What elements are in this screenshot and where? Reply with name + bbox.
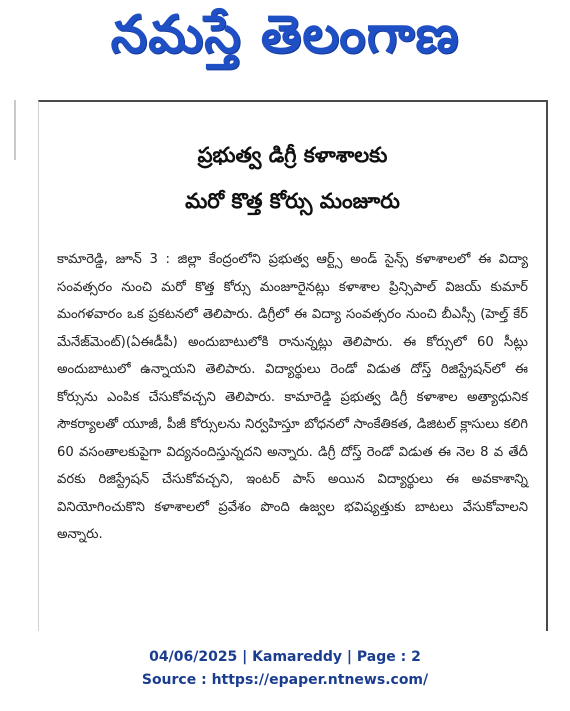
adjacent-article-fragment <box>0 100 16 160</box>
article-headline <box>39 132 546 224</box>
source-link[interactable]: Source : https://epaper.ntnews.com/ <box>141 672 429 688</box>
newspaper-logo: నమస్తే తెలంగాణ <box>110 4 460 65</box>
headline-line-2: మరో కొత్త కోర్సు మంజూరు <box>185 189 400 213</box>
source-footer <box>0 646 570 692</box>
article-body: కామారెడ్డి, జూన్ 3 : జిల్లా కేంద్రంలోని ప్రభుత్వ ఆర్ట్స్ అండ్ సైన్స్ కళాశాలలో ఈ విద్యా సంవత్సరం నుంచి మరో కొత్త కోర్సు మంజూరైనట్లు కళాశాల ప్రిన్సిపాల్ విజయ్ కుమార్ మంగళవారం ఒక ప్రకటనలో తెలిపారు. డిగ్రీలో ఈ విద్యా సంవత్సరం నుంచి బీఎస్సీ (హెల్త్ కేర్ మేనేజ్‌మెంట్)(ఏఈడీపీ) అందుబాటులోకి రానున్నట్లు తెలిపారు. ఈ కోర్సులో 60 సీట్లు అందుబాటులో ఉన్నాయని తెలిపారు. విద్యార్థులు రెండో విడుత దోస్త్ రిజిస్ట్రేషన్‌లో ఈ కోర్సును ఎంపిక చేసుకోవచ్చని తెలిపారు. కామారెడ్డి ప్రభుత్వ డిగ్రీ కళాశాల అత్యాధునిక సౌకర్యాలతో యూజీ, పీజీ కోర్సులను నిర్వహిస్తూ బోధనలో సాంకేతికత, డిజిటల్ క్లాసులు కలిగి 60 వసంతాలకుపైగా విద్యనందిస్తున్నదని అన్నారు. డిగ్రీ దోస్త్ రెండో విడుత ఈ నెల 8 వ తేదీ వరకు రిజిస్ట్రేషన్ చేసుకోవచ్చని, ఇంటర్ పాస్ అయిన విద్యార్థులు ఈ అవకాశాన్ని వినియోగించుకొని కళాశాలలో ప్రవేశం పొంది ఉజ్వల భవిష్యత్తుకు బాటలు వేసుకోవాలని అన్నారు. <box>57 252 528 542</box>
edition-info: 04/06/2025 | Kamareddy | Page : 2 <box>149 649 421 665</box>
masthead <box>0 0 570 82</box>
headline-line-1: ప్రభుత్వ డిగ్రీ కళాశాలకు <box>197 143 388 167</box>
article-clipping <box>38 100 548 631</box>
